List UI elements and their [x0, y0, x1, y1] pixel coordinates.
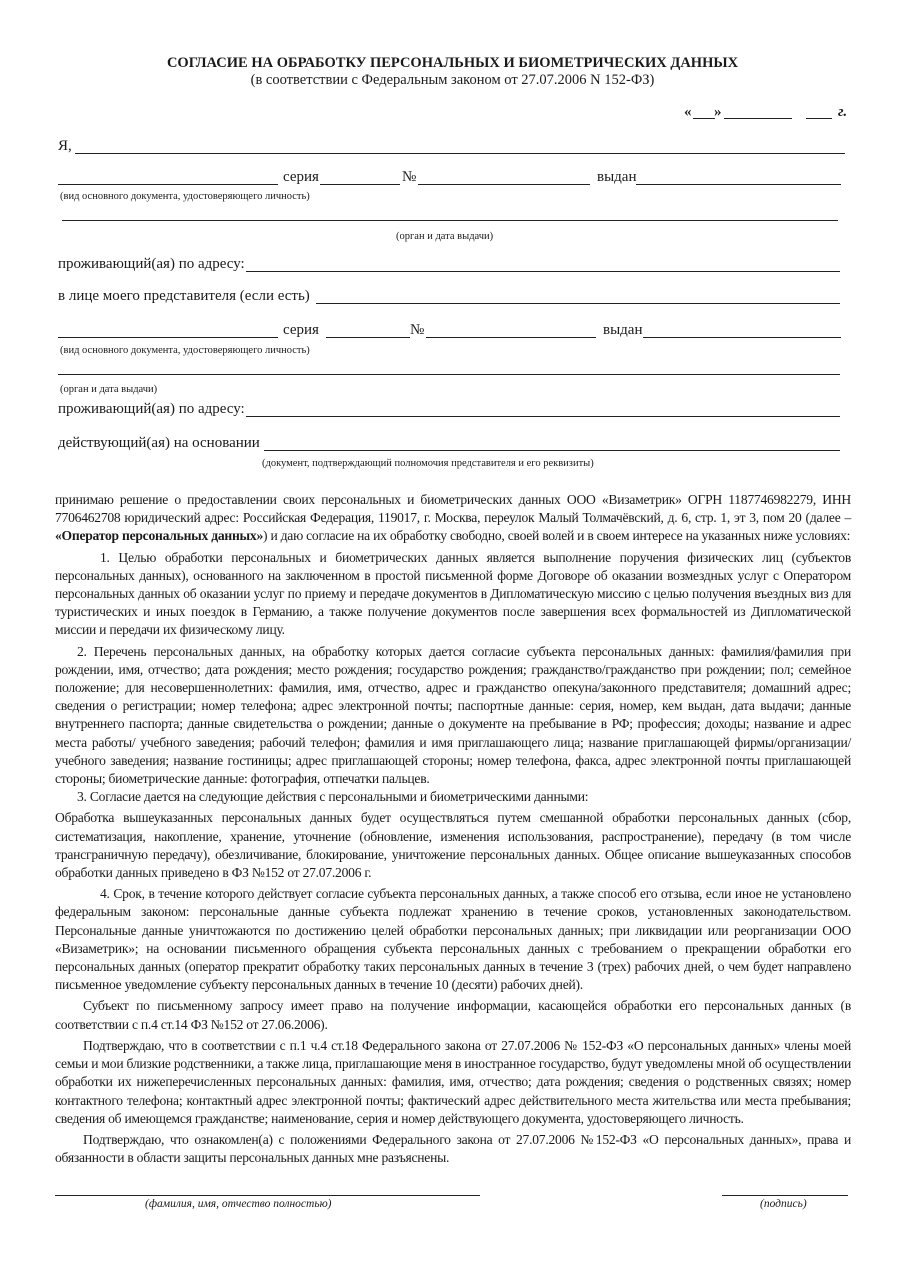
basis-field[interactable]: [264, 450, 840, 451]
series-label: серия: [283, 169, 319, 185]
rep-issuer-field[interactable]: [58, 374, 840, 375]
basis-label: действующий(ая) на основании: [58, 435, 260, 451]
signature-field[interactable]: [722, 1195, 848, 1196]
rep-number-label: №: [410, 322, 425, 338]
document-type-field[interactable]: [58, 184, 278, 185]
issuer-caption: (орган и дата выдачи): [396, 231, 494, 242]
address-field[interactable]: [246, 271, 840, 272]
intro-text-end: ) и даю согласие на их обработку свободно, своей волей и в своем интересе на указанных ниже условиях:: [263, 528, 851, 544]
issued-field[interactable]: [636, 184, 841, 185]
signature-caption: (подпись): [760, 1198, 807, 1210]
full-name-caption: (фамилия, имя, отчество полностью): [145, 1198, 332, 1210]
document-subtitle: (в соответствии с Федеральным законом от 27.07.2006 N 152-ФЗ): [250, 72, 655, 88]
full-name-field[interactable]: [75, 153, 845, 154]
i-label: Я,: [58, 138, 72, 154]
clause-3-details: Обработка вышеуказанных персональных данных будет осуществляться путем смешанной обработки персональных данных (сбор, систематизация, накопление, хранение, уточнение (обновление, изменения использования, распространение), передачу (в том числе трансграничную передачу), обезличивание, блокирование, уничтожение персональных данных. Общее описание вышеуказанных способов обработки данных приведено в ФЗ №152 от 27.07.2006 г.: [55, 810, 851, 881]
rep-issuer-caption: (орган и дата выдачи): [60, 384, 158, 395]
clause-3: 3. Согласие дается на следующие действия с персональными и биометрическими данными:: [77, 789, 589, 805]
issued-label: выдан: [597, 169, 637, 185]
consent-body: [55, 491, 851, 1167]
number-field[interactable]: [418, 184, 590, 185]
full-name-signature-field[interactable]: [55, 1195, 480, 1196]
confirmation-acknowledged: Подтверждаю, что ознакомлен(а) с положениями Федерального закона от 27.07.2006 №152-ФЗ «О персональных данных», права и обязанности в области защиты персональных данных мне разъяснены.: [55, 1131, 851, 1166]
intro-paragraph: [55, 491, 851, 546]
operator-term: «Оператор персональных данных»: [55, 528, 264, 544]
rep-series-label: серия: [283, 322, 319, 338]
rep-issued-label: выдан: [603, 322, 643, 338]
rep-document-type-field[interactable]: [58, 337, 278, 338]
intro-text: принимаю решение о предоставлении своих персональных и биометрических данных ООО «Визаметрик» ОГРН 1187746982279, ИНН 7706462708 юридический адрес: Российская Федерация, 119017, г. Москва, переулок Малый Толмачёвский, д. 6, стр. 1, эт 3, пом 20 (далее –: [55, 492, 851, 526]
rep-series-field[interactable]: [326, 337, 410, 338]
issuer-field[interactable]: [62, 220, 838, 221]
clause-2: 2. Перечень персональных данных, на обработку которых дается согласие субъекта персональных данных: фамилия/фамилия при рождении, имя, отчество; дата рождения; место рождения; государство рождения; гражданство/гражданство при рождении; пол; семейное положение; для несовершеннолетних: фамилия, имя, отчество, адрес и гражданство опекуна/законного представителя; домашний адрес; сведения о регистрации; номер телефона; адрес электронной почты; паспортные данные: серия, номер, кем выдан, дата выдачи; данные внутреннего паспорта; данные свидетельства о рождении; данные о документе на пребывание в РФ; профессия; доходы; название и адрес места работы/ учебного заведения; рабочий телефон; фамилия и имя приглашающего лица; название приглашающей фирмы/организации/учебного заведения; название гостиницы; адрес приглашающей стороны; номер телефона, факса, адрес электронной почты приглашающей стороны; биометрические данные: фотография, отпечатки пальцев.: [55, 643, 851, 787]
rep-document-caption: (вид основного документа, удостоверяющего личность): [60, 345, 310, 356]
address-label: проживающий(ая) по адресу:: [58, 256, 245, 272]
document-title: СОГЛАСИЕ НА ОБРАБОТКУ ПЕРСОНАЛЬНЫХ И БИОМЕТРИЧЕСКИХ ДАННЫХ: [166, 55, 739, 71]
number-label: №: [402, 169, 417, 185]
date-open-quote: «: [684, 104, 692, 120]
rep-address-field[interactable]: [246, 416, 840, 417]
subject-rights: Субъект по письменному запросу имеет право на получение информации, касающейся обработки его персональных данных (в соответствии с п.4 ст.14 ФЗ №152 от 27.06.2006).: [55, 998, 851, 1032]
representative-field[interactable]: [316, 303, 840, 304]
series-field[interactable]: [320, 184, 400, 185]
rep-number-field[interactable]: [426, 337, 596, 338]
basis-caption: (документ, подтверждающий полномочия представителя и его реквизиты): [262, 458, 594, 469]
clause-1: 1. Целью обработки персональных и биометрических данных является выполнение поручения физических лиц (субъектов персональных данных), основанного на заключенном в простой письменной форме Договоре об оказании возмездных услуг с Оператором персональных данных об оказании услуг по приему и передаче документов в Дипломатическую миссию с целью получения въездных виз для туристических и иных поездок в Германию, а также получение документов после завершения всех формальностей из Дипломатической миссии и передачи их физическому лицу.: [55, 549, 851, 638]
clause-4: 4. Срок, в течение которого действует согласие субъекта персональных данных, а также способ его отзыва, если иное не установлено федеральным законом: персональные данные субъекта подлежат хранению в течение сроков, установленных законодательством. Персональные данные уничтожаются по достижению целей обработки персональных данных; при ликвидации или реорганизации ООО «Визаметрик»; на основании письменного обращения субъекта персональных данных с требованием о прекращении обработки его персональных данных (оператор прекратит обработку таких персональных данных в течение 3 (трех) рабочих дней, о чем будет направлено письменное уведомление субъекту персональных данных в течение 10 (десяти) рабочих дней).: [55, 886, 851, 993]
document-caption: (вид основного документа, удостоверяющего личность): [60, 191, 310, 202]
year-suffix: г.: [838, 104, 848, 120]
confirmation-relatives: Подтверждаю, что в соответствии с п.1 ч.4 ст.18 Федерального закона от 27.07.2006 № 152-ФЗ «О персональных данных» члены моей семьи и мои близкие родственники, а также лица, приглашающие меня в иностранное государство, будут уведомлены мной об осуществлении обработки их нижеперечисленных персональных данных: фамилия, имя, отчество; дата рождения; сведения о родственных связях; номер контактного телефона; контактный адрес электронной почты; фактический адрес действительного места жительства или места пребывания; сведения об имеющемся гражданстве; наименование, серия и номер действующего документа, удостоверяющего личность.: [55, 1037, 851, 1126]
date-close-quote: »: [714, 104, 722, 120]
representative-label: в лице моего представителя (если есть): [58, 288, 310, 304]
rep-issued-field[interactable]: [643, 337, 841, 338]
rep-address-label: проживающий(ая) по адресу:: [58, 401, 245, 417]
